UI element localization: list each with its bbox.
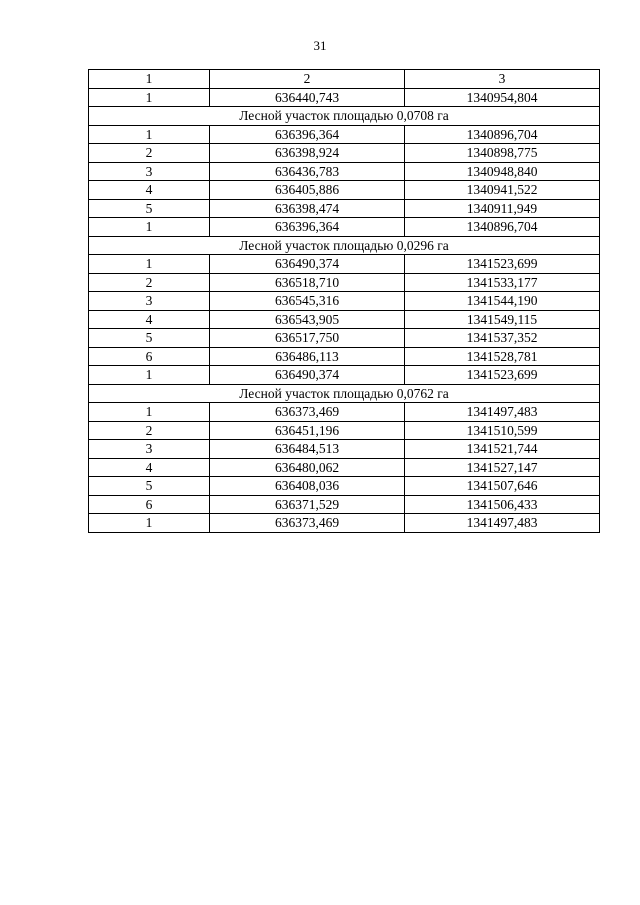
point-number-cell: 1: [89, 88, 210, 107]
table-row: [89, 366, 600, 385]
table-body: [89, 88, 600, 532]
table-header-row: [89, 70, 600, 89]
point-number-cell: 4: [89, 310, 210, 329]
x-coordinate-cell: 636440,743: [210, 88, 405, 107]
y-coordinate-cell: 1340911,949: [405, 199, 600, 218]
section-title-row: [89, 384, 600, 403]
x-coordinate-cell: 636405,886: [210, 181, 405, 200]
x-coordinate-cell: 636398,474: [210, 199, 405, 218]
y-coordinate-cell: 1341523,699: [405, 366, 600, 385]
y-coordinate-cell: 1341507,646: [405, 477, 600, 496]
x-coordinate-cell: 636484,513: [210, 440, 405, 459]
point-number-cell: 2: [89, 421, 210, 440]
table-row: [89, 273, 600, 292]
y-coordinate-cell: 1340896,704: [405, 125, 600, 144]
x-coordinate-cell: 636543,905: [210, 310, 405, 329]
table-row: [89, 347, 600, 366]
table-row: [89, 144, 600, 163]
section-title-row: [89, 107, 600, 126]
table-row: [89, 421, 600, 440]
y-coordinate-cell: 1340948,840: [405, 162, 600, 181]
table-row: [89, 495, 600, 514]
point-number-cell: 3: [89, 162, 210, 181]
table-row: [89, 181, 600, 200]
point-number-cell: 3: [89, 292, 210, 311]
point-number-cell: 5: [89, 199, 210, 218]
y-coordinate-cell: 1341523,699: [405, 255, 600, 274]
x-coordinate-cell: 636398,924: [210, 144, 405, 163]
table-row: [89, 255, 600, 274]
x-coordinate-cell: 636396,364: [210, 218, 405, 237]
table-row: [89, 403, 600, 422]
point-number-cell: 1: [89, 255, 210, 274]
y-coordinate-cell: 1341510,599: [405, 421, 600, 440]
point-number-cell: 5: [89, 329, 210, 348]
table-row: [89, 292, 600, 311]
table-row: [89, 514, 600, 533]
y-coordinate-cell: 1341527,147: [405, 458, 600, 477]
y-coordinate-cell: 1340896,704: [405, 218, 600, 237]
y-coordinate-cell: 1341497,483: [405, 514, 600, 533]
table-row: [89, 162, 600, 181]
table-row: [89, 440, 600, 459]
table-row: [89, 329, 600, 348]
x-coordinate-cell: 636408,036: [210, 477, 405, 496]
table-row: [89, 218, 600, 237]
y-coordinate-cell: 1340954,804: [405, 88, 600, 107]
table-row: [89, 310, 600, 329]
section-title: Лесной участок площадью 0,0762 га: [89, 384, 600, 403]
point-number-cell: 6: [89, 347, 210, 366]
y-coordinate-cell: 1341521,744: [405, 440, 600, 459]
x-coordinate-cell: 636373,469: [210, 514, 405, 533]
x-coordinate-cell: 636545,316: [210, 292, 405, 311]
point-number-cell: 1: [89, 125, 210, 144]
page-number: 31: [313, 38, 327, 53]
x-coordinate-cell: 636436,783: [210, 162, 405, 181]
point-number-cell: 3: [89, 440, 210, 459]
table-row: [89, 477, 600, 496]
point-number-cell: 4: [89, 458, 210, 477]
table-row: [89, 125, 600, 144]
table-row: [89, 88, 600, 107]
header-cell-2: 2: [210, 70, 405, 89]
y-coordinate-cell: 1340898,775: [405, 144, 600, 163]
section-title-row: [89, 236, 600, 255]
y-coordinate-cell: 1341506,433: [405, 495, 600, 514]
point-number-cell: 2: [89, 144, 210, 163]
point-number-cell: 4: [89, 181, 210, 200]
y-coordinate-cell: 1341537,352: [405, 329, 600, 348]
point-number-cell: 1: [89, 514, 210, 533]
x-coordinate-cell: 636490,374: [210, 366, 405, 385]
coordinates-table: [88, 69, 600, 533]
point-number-cell: 2: [89, 273, 210, 292]
x-coordinate-cell: 636518,710: [210, 273, 405, 292]
point-number-cell: 6: [89, 495, 210, 514]
header-cell-3: 3: [405, 70, 600, 89]
y-coordinate-cell: 1341528,781: [405, 347, 600, 366]
section-title: Лесной участок площадью 0,0708 га: [89, 107, 600, 126]
y-coordinate-cell: 1341497,483: [405, 403, 600, 422]
table-row: [89, 458, 600, 477]
x-coordinate-cell: 636371,529: [210, 495, 405, 514]
point-number-cell: 1: [89, 403, 210, 422]
y-coordinate-cell: 1340941,522: [405, 181, 600, 200]
x-coordinate-cell: 636486,113: [210, 347, 405, 366]
point-number-cell: 1: [89, 366, 210, 385]
table-row: [89, 199, 600, 218]
x-coordinate-cell: 636396,364: [210, 125, 405, 144]
x-coordinate-cell: 636517,750: [210, 329, 405, 348]
x-coordinate-cell: 636490,374: [210, 255, 405, 274]
y-coordinate-cell: 1341549,115: [405, 310, 600, 329]
header-cell-1: 1: [89, 70, 210, 89]
x-coordinate-cell: 636451,196: [210, 421, 405, 440]
x-coordinate-cell: 636373,469: [210, 403, 405, 422]
point-number-cell: 1: [89, 218, 210, 237]
y-coordinate-cell: 1341533,177: [405, 273, 600, 292]
section-title: Лесной участок площадью 0,0296 га: [89, 236, 600, 255]
x-coordinate-cell: 636480,062: [210, 458, 405, 477]
point-number-cell: 5: [89, 477, 210, 496]
y-coordinate-cell: 1341544,190: [405, 292, 600, 311]
